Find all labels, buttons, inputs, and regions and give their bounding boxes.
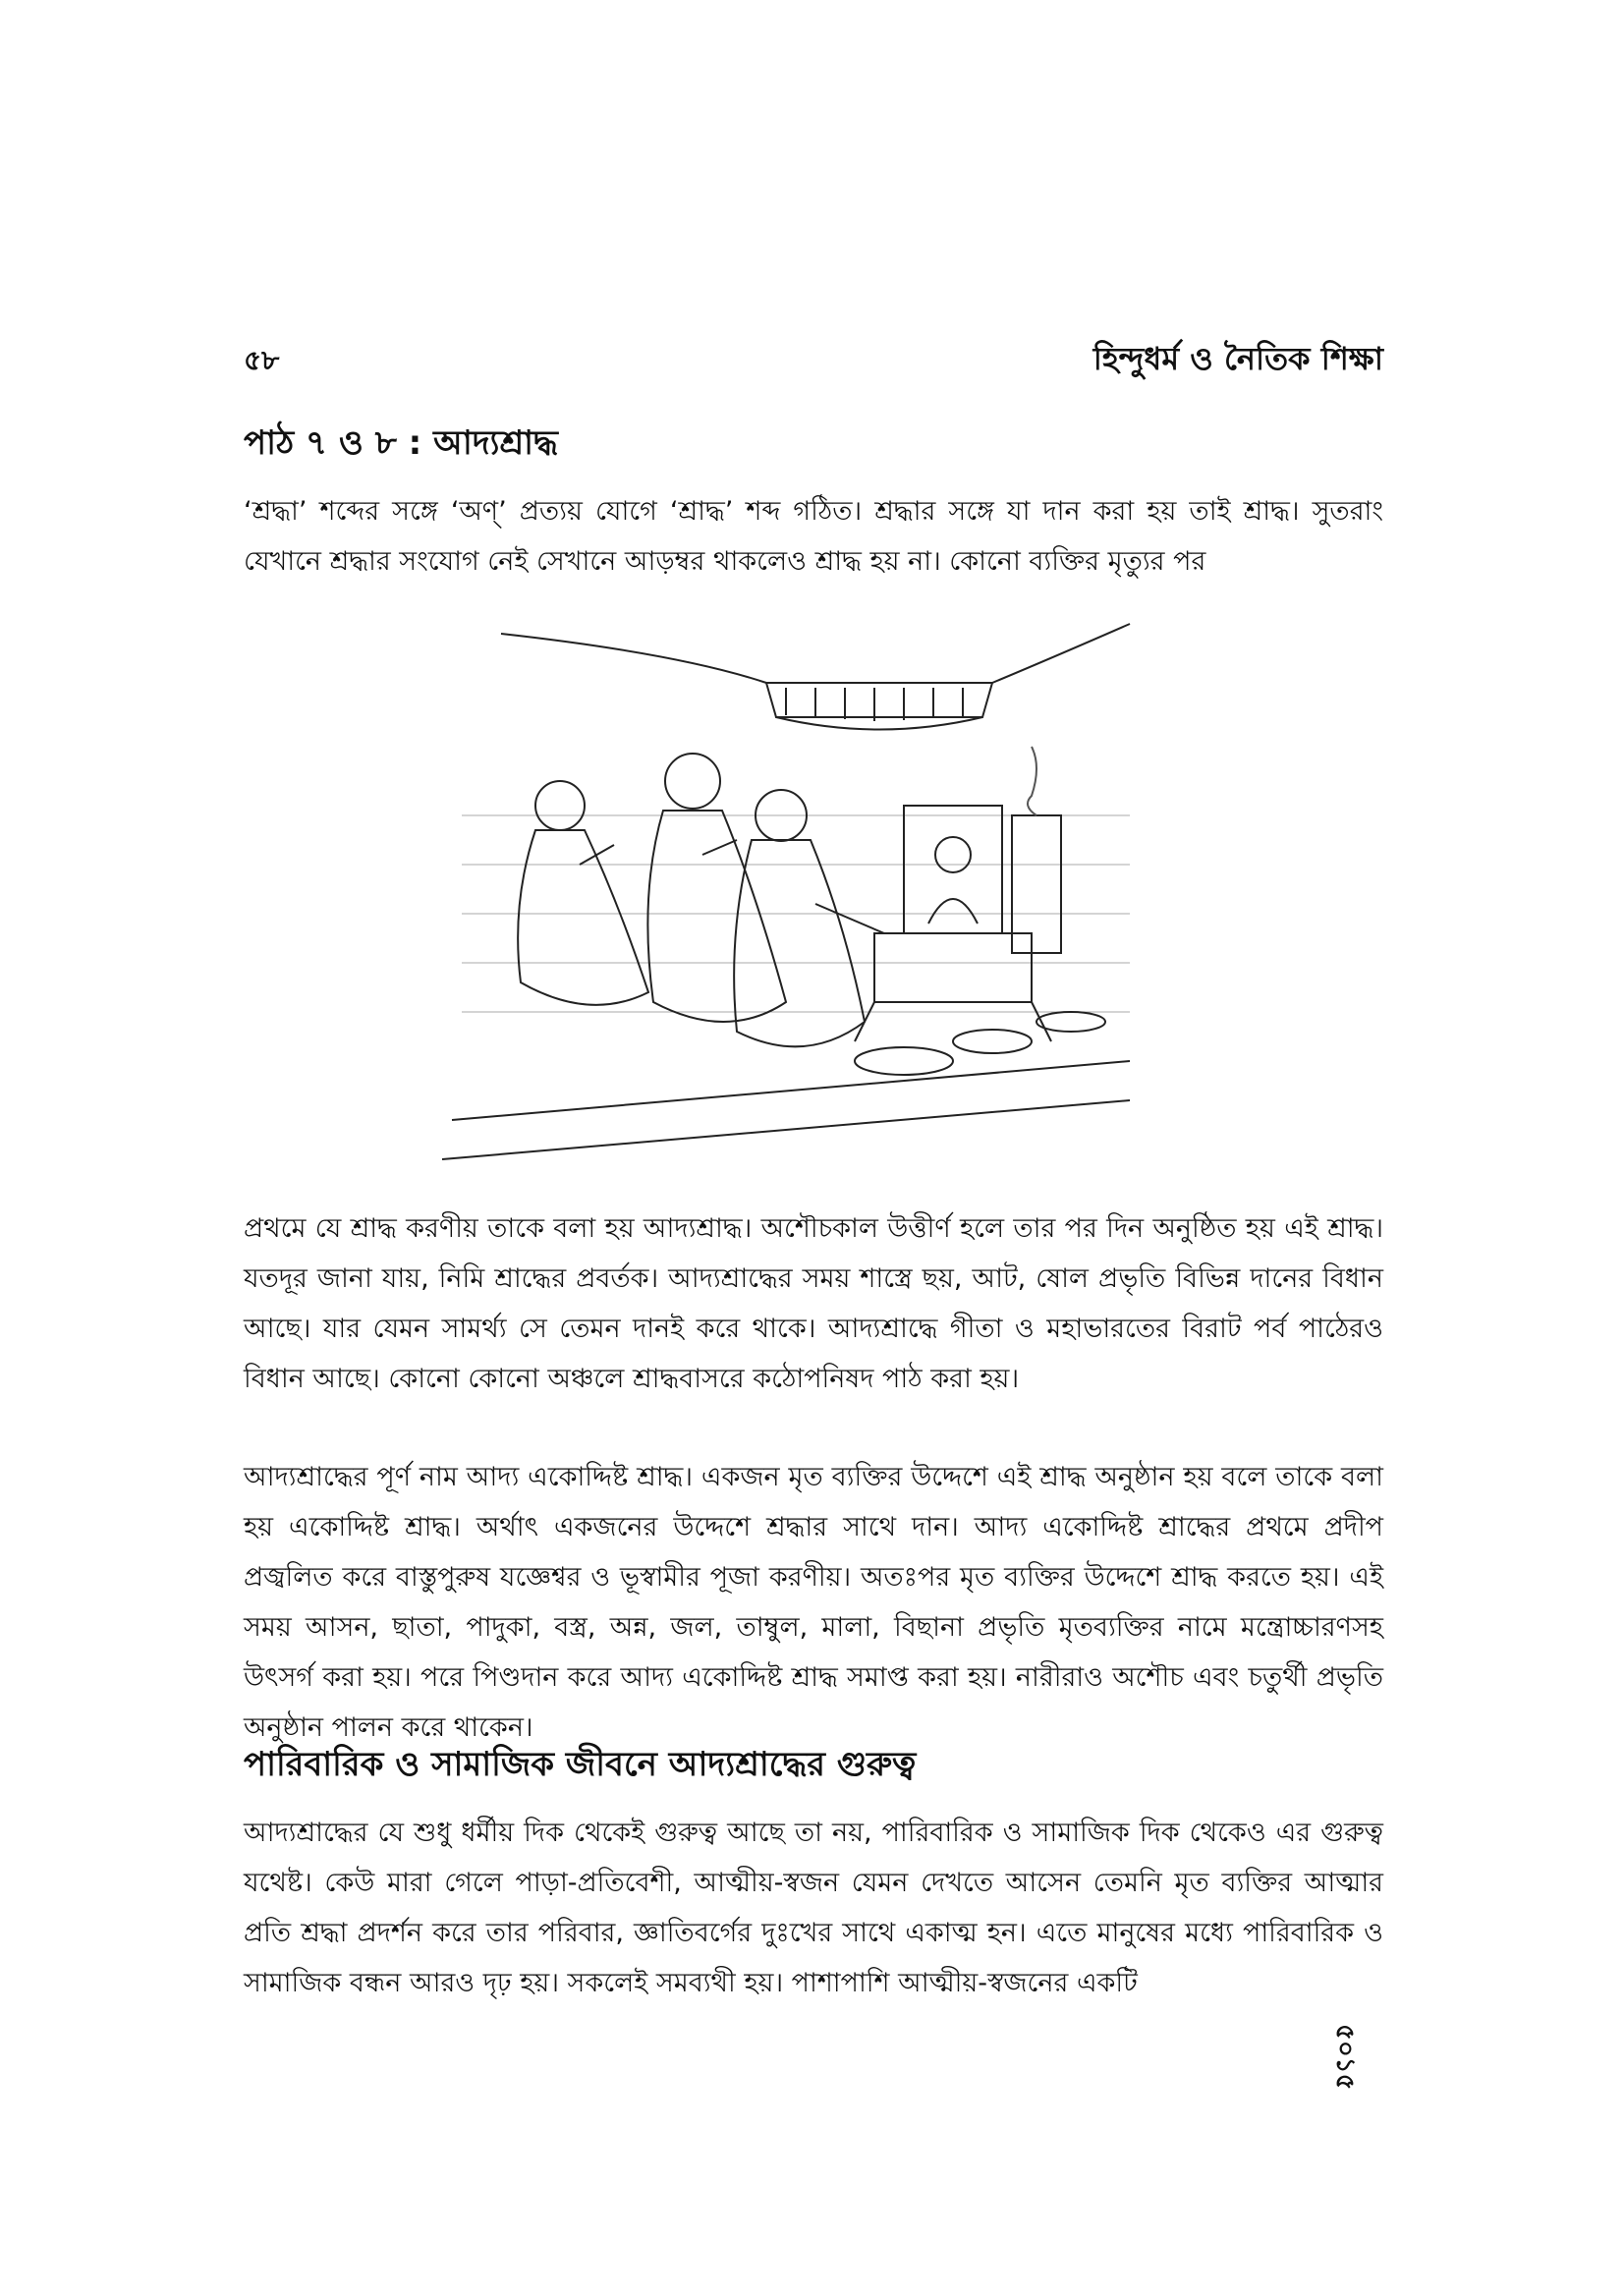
intro-paragraph: ‘শ্রদ্ধা’ শব্দের সঙ্গে ‘অণ্’ প্রত্যয় যোগে ‘শ্রাদ্ধ’ শব্দ গঠিত। শ্রদ্ধার সঙ্গে যা দান করা হয় তাই শ্রাদ্ধ। সুতরাং যেখানে শ্রদ্ধার সংযোগ নেই সেখানে আড়ম্বর থাকলেও শ্রাদ্ধ হয় না। কোনো ব্যক্তির মৃত্যুর পর [244, 496, 1383, 577]
canopy-rope-right [992, 624, 1130, 683]
altar-table [874, 933, 1032, 1002]
offering-plate [855, 1047, 953, 1075]
page-number: ৫৮ [244, 344, 280, 376]
performer-figure [734, 790, 884, 1046]
canopy-rope-left [501, 634, 766, 683]
running-title: হিন্দুধর্ম ও নৈতিক শিক্ষা [1092, 340, 1383, 377]
paragraph-1: প্রথমে যে শ্রাদ্ধ করণীয় তাকে বলা হয় আদ্যশ্রাদ্ধ। অশৌচকাল উত্তীর্ণ হলে তার পর দিন অনুষ্ঠিত হয় এই শ্রাদ্ধ। যতদূর জানা যায়, নিমি শ্রাদ্ধের প্রবর্তক। আদ্যশ্রাদ্ধের সময় শাস্ত্রে ছয়, আট, ষোল প্রভৃতি বিভিন্ন দানের বিধান আছে। যার যেমন সামর্থ্য সে তেমন দানই করে থাকে। আদ্যশ্রাদ্ধে গীতা ও মহাভারতের বিরাট পর্ব পাঠেরও বিধান আছে। কোনো কোনো অঞ্চলে শ্রাদ্ধবাসরে কঠোপনিষদ পাঠ করা হয়। [244, 1213, 1383, 1394]
canopy [766, 683, 992, 717]
section-paragraph: আদ্যশ্রাদ্ধের যে শুধু ধর্মীয় দিক থেকেই গুরুত্ব আছে তা নয়, পারিবারিক ও সামাজিক দিক থেকেও এর গুরুত্ব যথেষ্ট। কেউ মারা গেলে পাড়া-প্রতিবেশী, আত্মীয়-স্বজন যেমন দেখতে আসেন তেমনি মৃত ব্যক্তির আত্মার প্রতি শ্রদ্ধা প্রদর্শন করে তার পরিবার, জ্ঞাতিবর্গের দুঃখের সাথে একাত্ম হন। এতে মানুষের মধ্যে পারিবারিক ও সামাজিক বন্ধন আরও দৃঢ় হয়। সকলেই সমব্যথী হয়। পাশাপাশি আত্মীয়-স্বজনের একটি [244, 1818, 1383, 1998]
shraddha-illustration [442, 609, 1149, 1179]
paragraph-2: আদ্যশ্রাদ্ধের পূর্ণ নাম আদ্য একোদ্দিষ্ট শ্রাদ্ধ। একজন মৃত ব্যক্তির উদ্দেশে এই শ্রাদ্ধ অনুষ্ঠান হয় বলে তাকে বলা হয় একোদ্দিষ্ট শ্রাদ্ধ। অর্থাৎ একজনের উদ্দেশে শ্রদ্ধার সাথে দান। আদ্য একোদ্দিষ্ট শ্রাদ্ধের প্রথমে প্রদীপ প্রজ্বলিত করে বাস্তুপুরুষ যজ্ঞেশ্বর ও ভূস্বামীর পূজা করণীয়। অতঃপর মৃত ব্যক্তির উদ্দেশে শ্রাদ্ধ করতে হয়। এই সময় আসন, ছাতা, পাদুকা, বস্ত্র, অন্ন, জল, তাম্বুল, মালা, বিছানা প্রভৃতি মৃতব্যক্তির নামে মন্ত্রোচ্চারণসহ উৎসর্গ করা হয়। পরে পিণ্ডদান করে আদ্য একোদ্দিষ্ট শ্রাদ্ধ সমাপ্ত করা হয়। নারীরাও অশৌচ এবং চতুর্থী প্রভৃতি অনুষ্ঠান পালন করে থাকেন। [244, 1462, 1383, 1743]
priest-figure-middle [647, 754, 786, 1022]
floor-line [452, 1061, 1130, 1120]
priest-figure-left [518, 781, 648, 1005]
section-heading: পারিবারিক ও সামাজিক জীবনে আদ্যশ্রাদ্ধের গুরুত্ব [244, 1745, 917, 1784]
lesson-title: পাঠ ৭ ও ৮ : আদ্যশ্রাদ্ধ [244, 423, 558, 463]
side-code: ৫০১৫ [1330, 2024, 1360, 2091]
